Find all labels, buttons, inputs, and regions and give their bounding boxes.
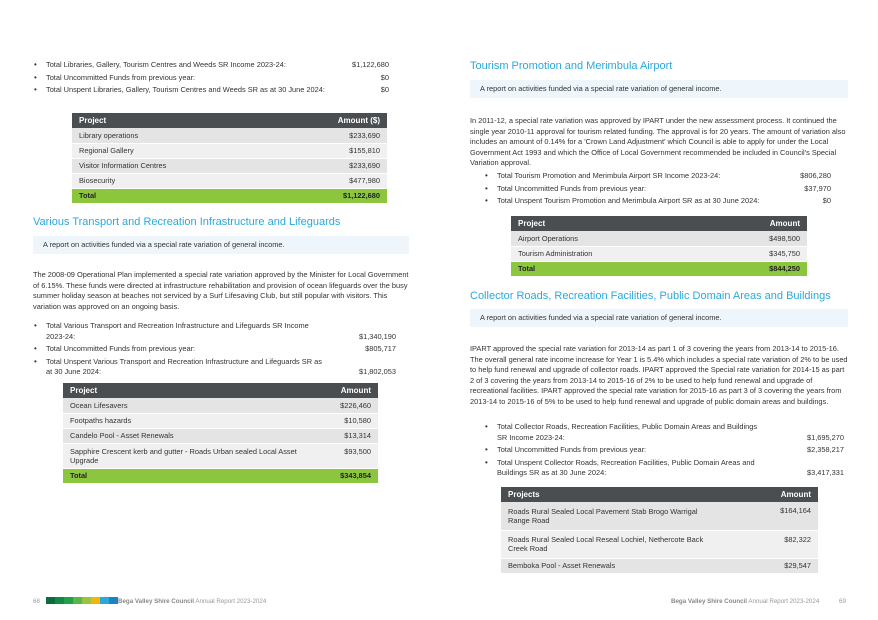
column-header: Project bbox=[511, 216, 707, 231]
footer-text bbox=[671, 598, 819, 605]
section-paragraph: IPART approved the special rate variation for 2013-14 as part 1 of 3 covering the years from 2013-14 to 2015-16. The overall general rate income increase for Year 1 is 5.4% which includes a special rate variation of 2% to be used to help fund renewal and upgrade of collector roads. IPART approved the Special rate variation for 2014-15 as part 2 of 3 covering the years from 2013-14 to 2015-16 of 2% to be used to help fund renewal and upgrade of recreational facilities. IPART approved the special rate variation for 2015-16 as part 3 of 3 covering the years from 2013-14 to 2015-16 of 5% to be used to help fund renewal and upgrade of public domain areas and buildings. bbox=[470, 344, 848, 406]
section-banner: A report on activities funded via a special rate variation of general income. bbox=[33, 236, 409, 254]
section-banner: A report on activities funded via a special rate variation of general income. bbox=[470, 309, 848, 327]
footer-org: Bega Valley Shire Council bbox=[671, 598, 747, 605]
section-paragraph: The 2008-09 Operational Plan implemented a special rate variation approved by the Minister for Local Government of 6.15%. These funds were directed at infrastructure rehabilitation and provision of ocean lifeguards over the busy summer holiday season at beaches not serviced by a Surf Lifesaving Club, but still popular with visitors. This variation was approved on an ongoing basis. bbox=[33, 270, 409, 311]
roads-projects-table bbox=[501, 487, 818, 574]
right-summary-2 bbox=[484, 422, 844, 481]
table-row: Ocean Lifesavers $226,460 bbox=[63, 398, 378, 413]
table-row: Library operations $233,690 bbox=[72, 128, 387, 143]
summary-item: • Total Unspent Collector Roads, Recreation Facilities, Public Domain Areas and Buildings SR as at 30 June 2024: $3,417,331 bbox=[484, 458, 844, 479]
left-summary-2 bbox=[33, 321, 396, 380]
summary-item: • Total Unspent Various Transport and Recreation Infrastructure and Lifeguards SR as at 30 June 2024: $1,802,053 bbox=[33, 357, 396, 378]
summary-item: • Total Unspent Libraries, Gallery, Tourism Centres and Weeds SR as at 30 June 2024: $0 bbox=[33, 85, 389, 96]
left-summary-1 bbox=[33, 60, 389, 98]
section-banner: A report on activities funded via a special rate variation of general income. bbox=[470, 80, 848, 98]
table-row: Roads Rural Sealed Local Pavement Stab Brogo Warrigal Range Road $164,164 bbox=[501, 502, 818, 530]
swatch bbox=[100, 597, 109, 604]
summary-item: • Total Libraries, Gallery, Tourism Centres and Weeds SR Income 2023-24: $1,122,680 bbox=[33, 60, 389, 71]
summary-item: • Total Uncommitted Funds from previous year: $805,717 bbox=[33, 344, 396, 355]
summary-item: • Total Tourism Promotion and Merimbula Airport SR Income 2023-24: $806,280 bbox=[484, 171, 831, 182]
table-total-row: Total $343,854 bbox=[63, 468, 378, 483]
table-header-row bbox=[511, 216, 807, 231]
footer-report: Annual Report 2023-2024 bbox=[195, 598, 267, 605]
column-header: Amount ($) bbox=[275, 113, 387, 128]
page-number: 69 bbox=[839, 598, 846, 605]
table-row: Roads Rural Sealed Local Reseal Lochiel, Nethercote Back Creek Road $82,322 bbox=[501, 530, 818, 558]
swatch bbox=[55, 597, 64, 604]
section-paragraph: In 2011-12, a special rate variation was approved by IPART under the new assessment process. It continued the single year 2010-11 approval for tourism related funding. The approval is for 20 years. The amount of variation also includes an amount of 0.14% for a 'Crown Land Adjustment' which Council is able to apply for under the Local Government Act 1993 and which the Office of Local Government recommended be included in Council's Special Variation approval. bbox=[470, 116, 846, 167]
airport-projects-table bbox=[511, 216, 807, 277]
page-number: 68 bbox=[33, 598, 40, 605]
column-header: Project bbox=[63, 383, 333, 398]
column-header: Project bbox=[72, 113, 275, 128]
summary-item: • Total Uncommitted Funds from previous year: $0 bbox=[33, 73, 389, 84]
column-header: Projects bbox=[501, 487, 773, 502]
table-header-row bbox=[63, 383, 378, 398]
table-row: Sapphire Crescent kerb and gutter - Roads Urban sealed Local Asset Upgrade $93,500 bbox=[63, 443, 378, 468]
right-page bbox=[439, 0, 878, 620]
table-row: Visitor Information Centres $233,690 bbox=[72, 158, 387, 173]
table-header-row bbox=[72, 113, 387, 128]
column-header: Amount bbox=[333, 383, 378, 398]
swatch bbox=[82, 597, 91, 604]
table-row: Candelo Pool - Asset Renewals $13,314 bbox=[63, 428, 378, 443]
table-row: Regional Gallery $155,810 bbox=[72, 143, 387, 158]
table-row: Airport Operations $498,500 bbox=[511, 231, 807, 246]
table-total-row: Total $1,122,680 bbox=[72, 188, 387, 203]
swatch bbox=[64, 597, 73, 604]
section-title: Collector Roads, Recreation Facilities, Public Domain Areas and Buildings bbox=[470, 290, 831, 302]
column-header: Amount bbox=[707, 216, 807, 231]
table-row: Biosecurity $477,980 bbox=[72, 173, 387, 188]
table-total-row: Total $844,250 bbox=[511, 261, 807, 276]
summary-item: • Total Unspent Tourism Promotion and Merimbula Airport SR as at 30 June 2024: $0 bbox=[484, 196, 831, 207]
colour-swatch-strip bbox=[46, 597, 118, 604]
table-row: Footpaths hazards $10,580 bbox=[63, 413, 378, 428]
swatch bbox=[46, 597, 55, 604]
table-header-row bbox=[501, 487, 818, 502]
footer-org: Bega Valley Shire Council bbox=[118, 598, 194, 605]
summary-item: • Total Various Transport and Recreation Infrastructure and Lifeguards SR Income 2023-24: $1,340,190 bbox=[33, 321, 396, 342]
swatch bbox=[73, 597, 82, 604]
swatch bbox=[109, 597, 118, 604]
table-row: Tourism Administration $345,750 bbox=[511, 246, 807, 261]
right-summary-1 bbox=[484, 171, 831, 209]
summary-item: • Total Collector Roads, Recreation Facilities, Public Domain Areas and Buildings SR Income 2023-24: $1,695,270 bbox=[484, 422, 844, 443]
transport-projects-table bbox=[63, 383, 378, 484]
library-projects-table bbox=[72, 113, 387, 204]
section-title: Various Transport and Recreation Infrastructure and Lifeguards bbox=[33, 216, 341, 228]
table-row: Bemboka Pool - Asset Renewals $29,547 bbox=[501, 558, 818, 573]
swatch bbox=[91, 597, 100, 604]
footer-report: Annual Report 2023-2024 bbox=[748, 598, 820, 605]
footer-text bbox=[118, 598, 266, 605]
column-header: Amount bbox=[773, 487, 818, 502]
section-title: Tourism Promotion and Merimbula Airport bbox=[470, 60, 673, 72]
summary-item: • Total Uncommitted Funds from previous year: $2,358,217 bbox=[484, 445, 844, 456]
summary-item: • Total Uncommitted Funds from previous year: $37,970 bbox=[484, 184, 831, 195]
